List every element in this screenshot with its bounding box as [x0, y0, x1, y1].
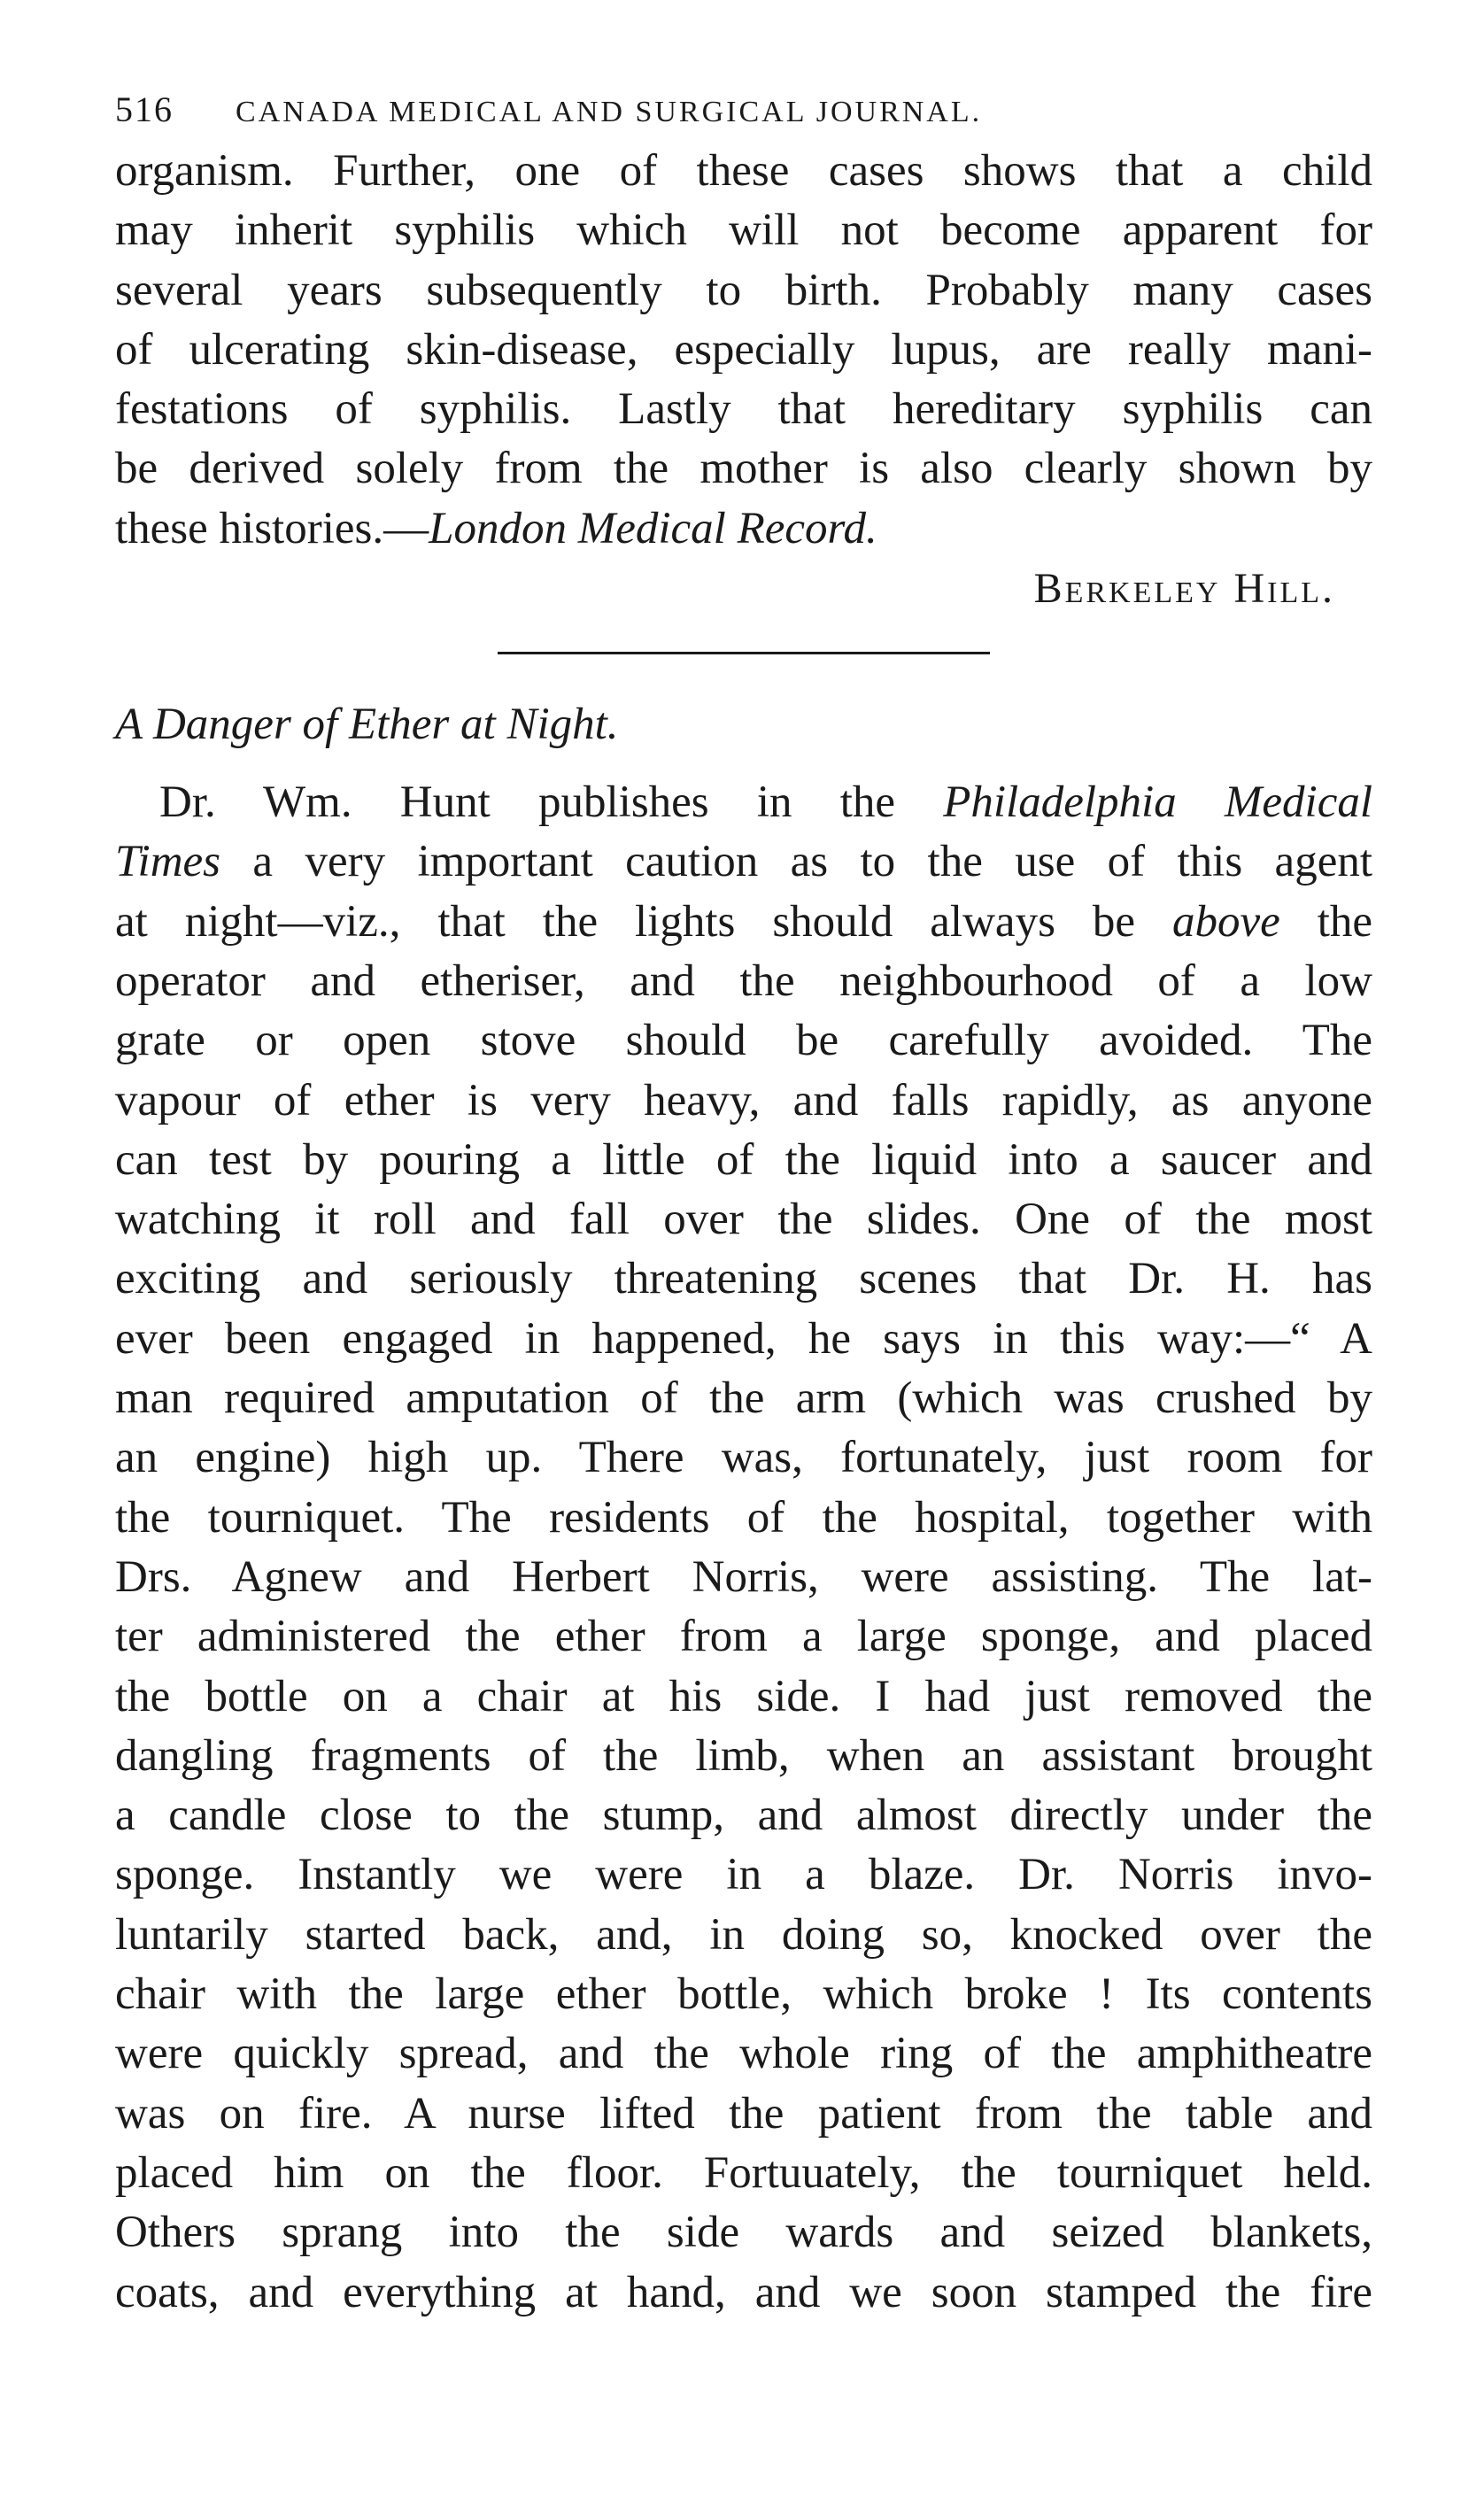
author-signature: Berkeley Hill. [1033, 565, 1335, 613]
journal-name: Philadelphia Medical [943, 777, 1372, 828]
text-line: ever been engaged in happened, he says in this way:—“ A [115, 1313, 1372, 1364]
article-title: A Danger of Ether at Night. [115, 700, 619, 750]
text-line: may inherit syphilis which will not become apparent for [115, 205, 1372, 256]
text-line: festations of syphilis. Lastly that hereditary syphilis can [115, 384, 1372, 435]
article-text [115, 773, 1372, 2323]
text-line: of ulcerating skin-disease, especially lupus, are really mani- [115, 324, 1372, 375]
text-line: operator and etheriser, and the neighbourhood of a low [115, 955, 1372, 1006]
divider-rule [498, 652, 990, 654]
text-line: man required amputation of the arm (which was crushed by [115, 1373, 1372, 1424]
text-line: grate or open stove should be carefully avoided. The [115, 1016, 1372, 1066]
section-divider [115, 618, 1372, 689]
text-fragment: Dr. Wm. Hunt publishes in the [159, 777, 944, 828]
text-line: were quickly spread, and the whole ring of the amphitheatre [115, 2029, 1372, 2079]
running-head [115, 89, 1372, 142]
text-line: the tourniquet. The residents of the hospital, together with [115, 1492, 1372, 1543]
journal-title: CANADA MEDICAL AND SURGICAL JOURNAL. [236, 96, 983, 128]
text-line: the bottle on a chair at his side. I had just removed the [115, 1671, 1372, 1721]
previous-article-text [115, 142, 1372, 559]
signature-row [115, 559, 1372, 618]
journal-page [115, 89, 1372, 2323]
text-line: placed him on the floor. Fortuuately, the tourniquet held. [115, 2147, 1372, 2198]
text-fragment: these histories.— [115, 503, 429, 553]
text-line: dangling fragments of the limb, when an assistant brought [115, 1730, 1372, 1781]
text-line [115, 832, 1372, 892]
text-fragment: the [1279, 896, 1373, 947]
text-line: be derived solely from the mother is also clearly shown by [115, 444, 1372, 494]
text-line: was on fire. A nurse lifted the patient from the table and [115, 2088, 1372, 2139]
text-line: a candle close to the stump, and almost directly under the [115, 1791, 1372, 1841]
text-line: chair with the large ether bottle, which broke ! Its contents [115, 1969, 1372, 2020]
text-line: sponge. Instantly we were in a blaze. Dr. Norris invo- [115, 1850, 1372, 1900]
text-line [115, 499, 1372, 559]
text-line [115, 893, 1372, 952]
text-line: watching it roll and fall over the slides. One of the most [115, 1195, 1372, 1245]
text-line: several years subsequently to birth. Probably many cases [115, 265, 1372, 315]
text-line: an engine) high up. There was, fortunately, just room for [115, 1433, 1372, 1483]
text-line: coats, and everything at hand, and we soon stamped the fire [115, 2267, 1372, 2317]
journal-name: Times [115, 837, 221, 887]
page-number: 516 [115, 89, 174, 129]
text-line: Others sprang into the side wards and seized blankets, [115, 2208, 1372, 2258]
text-line: Drs. Agnew and Herbert Norris, were assisting. The lat- [115, 1551, 1372, 1602]
text-line: ter administered the ether from a large sponge, and placed [115, 1612, 1372, 1662]
source-citation: London Medical Record. [429, 503, 877, 553]
emphasis: above [1171, 896, 1280, 947]
text-line: exciting and seriously threatening scenes that Dr. H. has [115, 1254, 1372, 1304]
text-fragment: a very important caution as to the use of this agent [220, 837, 1372, 887]
text-line: organism. Further, one of these cases shows that a child [115, 146, 1372, 196]
text-fragment: at night—viz., that the lights should always be [115, 896, 1172, 947]
text-line: can test by pouring a little of the liquid into a saucer and [115, 1134, 1372, 1185]
text-line: luntarily started back, and, in doing so, knocked over the [115, 1909, 1372, 1960]
text-line [115, 773, 1372, 832]
text-line: vapour of ether is very heavy, and falls rapidly, as anyone [115, 1075, 1372, 1125]
